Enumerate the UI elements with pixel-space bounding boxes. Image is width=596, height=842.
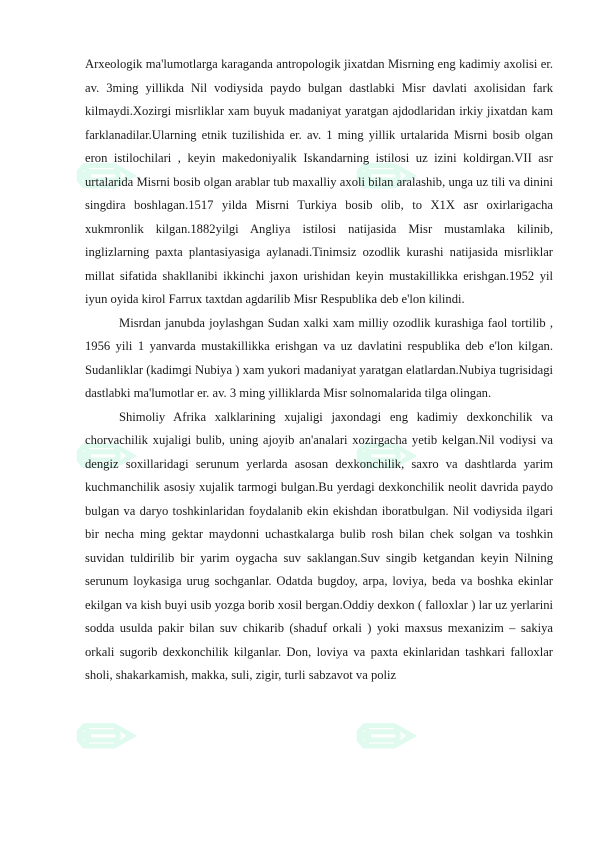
document-body — [85, 53, 553, 688]
watermark-glyph: ✎ — [58, 129, 156, 226]
watermark-glyph: ✎ — [58, 409, 156, 506]
paragraph: Shimoliy Afrika xalklarining xujaligi jaxondagi eng kadimiy dexkonchilik va chorvachilik xujaligi bulib, uning ajoyib an'analari xozirgacha yetib kelgan.Nil vodiysi va dengiz soxillaridagi serunum yerlarda asosan dexkonchilik, saxro va dashtlarda yarim kuchmanchilik asosiy xujalik tarmogi bulgan.Bu yerdagi dexkonchilik neolit davrida paydo bulgan va daryo toshkinlaridan foydalanib ekin ekishdan iboratbulgan. Nil vodiysida ilgari bir necha ming gektar maydonni uchastkalarga bulib rosh bilan chek solgan va toshkin suvidan tuldirilib bir yarim oygacha suv saklangan.Suv singib ketgandan keyin Nilning serunum loykasiga urug sochganlar. Odatda bugdoy, arpa, loviya, beda va boshka ekinlar ekilgan va kish buyi usib yozga borib xosil bergan.Oddiy dexkon ( falloxlar ) lar uz yerlarini sodda usulda pakir bilan suv chikarib (shaduf orkali ) yoki maxsus mexanizim – sakiya orkali sugorib dexkonchilik kilganlar. Don, loviya va paxta ekinlaridan tashkari falloxlar sholi, shakarkamish, makka, suli, zigir, turli sabzavot va poliz — [85, 409, 553, 682]
watermark-glyph: ✎ — [338, 129, 436, 226]
paragraph: Misrdan janubda joylashgan Sudan xalki xam milliy ozodlik kurashiga faol tortilib , 1956 yili 1 yanvarda mustakillikka erishgan va uz davlatini respublika deb e'lon kilgan. Sudanliklar (kadimgi Nubiya ) xam yukori madaniyat yaratgan elatlardan.Nubiya tugrisidagi dastlabki ma'lumotlar er. av. 3 ming yilliklarda Misr solnomalarida tilga olingan. — [85, 315, 553, 400]
watermark-glyph: ✎ — [338, 689, 436, 786]
watermark-glyph: ✎ — [338, 409, 436, 506]
paragraph: Arxeologik ma'lumotlarga karaganda antropologik jixatdan Misrning eng kadimiy axolisi er. av. 3ming yillikda Nil vodiysida paydo bulgan dastlabki Misr davlati axolisidan fark kilmaydi.Xozirgi misrliklar xam buyuk madaniyat yaratgan ajdodlaridan irkiy jixatdan kam farklanadilar.Ularning etnik tuzilishida er. av. 1 ming yillik urtalarida Misrni bosib olgan eron istilochilari , keyin makedoniyalik Iskandarning istilosi uz izini koldirgan.VII asr urtalarida Misrni bosib olgan arablar tub maxalliy axoli bilan aralashib, unga uz tili va dinini singdira boshlagan.1517 yilda Misrni Turkiya bosib olib, to X1X asr oxirlarigacha xukmronlik kilgan.1882yilgi Angliya istilosi natijasida Misr mustamlaka kilinib, inglizlarning paxta plantasiyasiga aylanadi.Tinimsiz ozodlik kurashi natijasida misrliklar millat sifatida shakllanibi ikkinchi jaxon urishidan keyin mustakillikka erishgan.1952 yil iyun oyida kirol Farrux taxtdan agdarilib Misr Respublika deb e'lon kilindi. — [85, 57, 553, 306]
watermark-glyph: ✎ — [58, 689, 156, 786]
